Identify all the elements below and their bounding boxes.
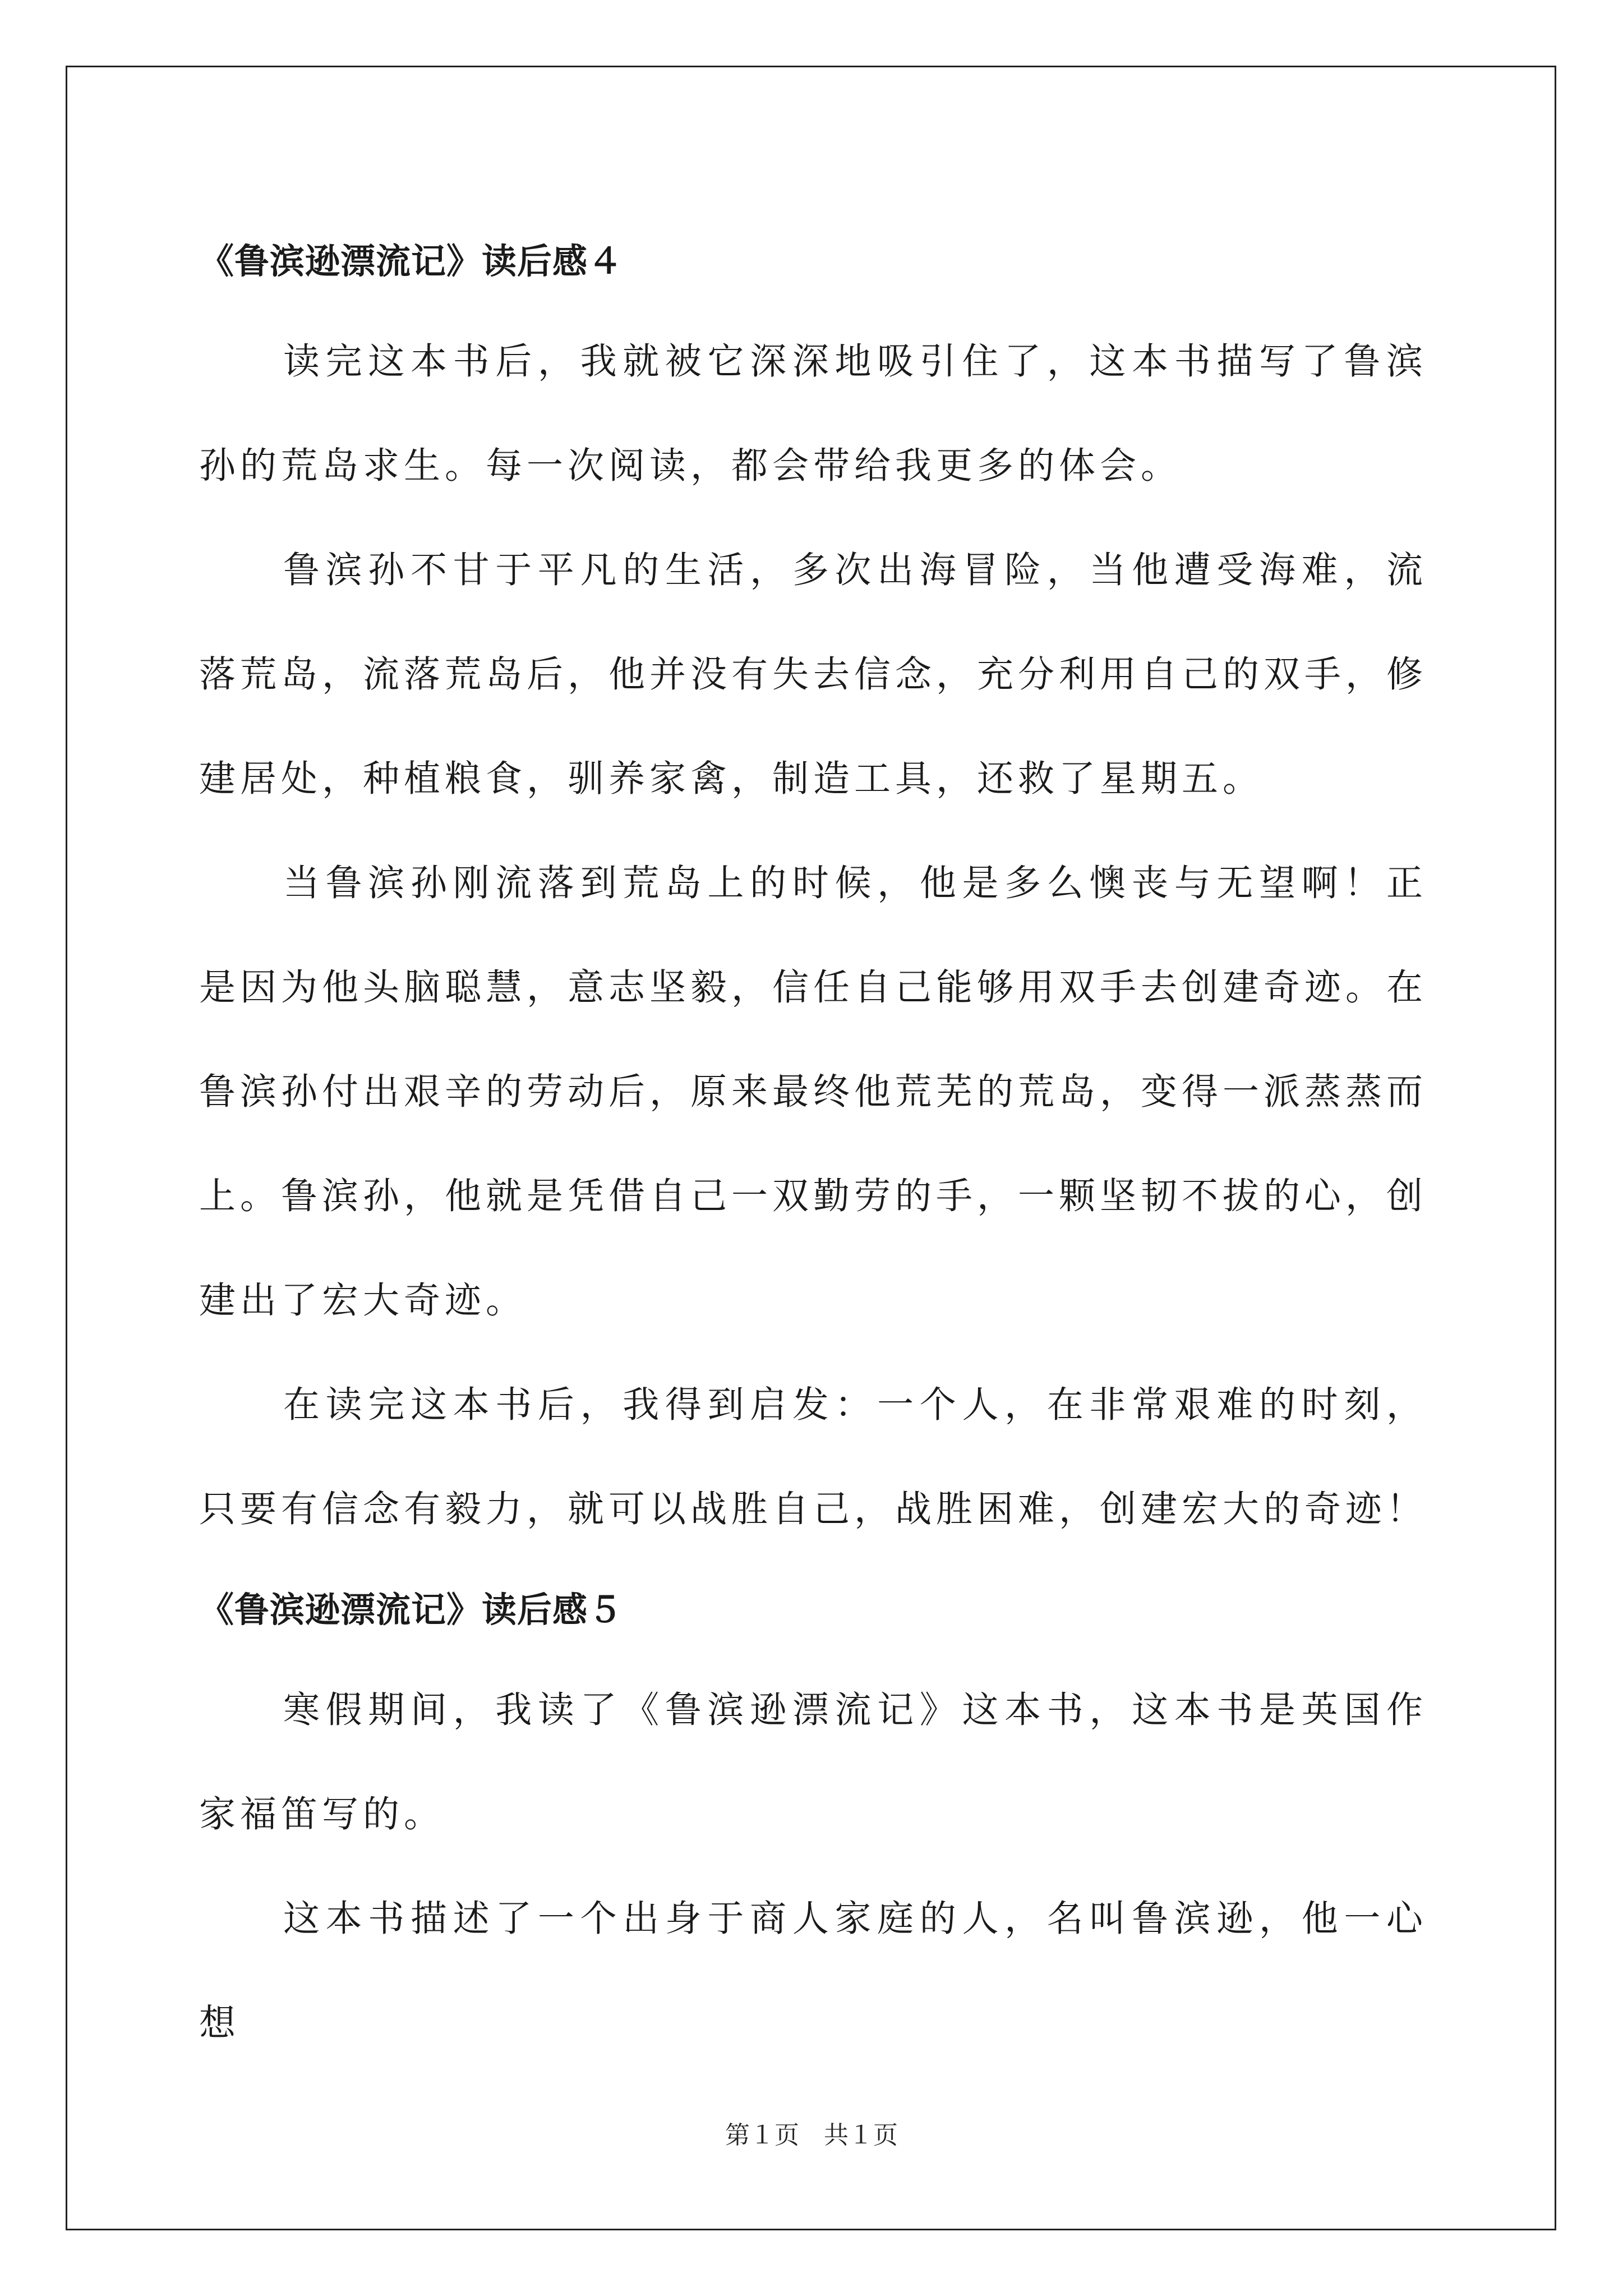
section-heading: 《鲁滨逊漂流记》读后感５ xyxy=(199,1589,624,1630)
paragraph: 这本书描述了一个出身于商人家庭的人，名叫鲁滨逊，他一心想 xyxy=(199,1898,1427,2044)
document-body xyxy=(199,213,1427,2076)
paragraph: 寒假期间，我读了《鲁滨逊漂流记》这本书，这本书是英国作家福笛写的。 xyxy=(199,1689,1427,1835)
page-footer: 第１页 共１页 xyxy=(725,2121,898,2150)
paragraph: 当鲁滨孙刚流落到荒岛上的时候，他是多么懊丧与无望啊！正是因为他头脑聪慧，意志坚毅，信任自己能够用双手去创建奇迹。在鲁滨孙付出艰辛的劳动后，原来最终他荒芜的荒岛，变得一派蒸蒸而上。鲁滨孙，他就是凭借自己一双勤劳的手，一颗坚韧不拔的心，创建出了宏大奇迹。 xyxy=(199,862,1428,1322)
paragraph: 鲁滨孙不甘于平凡的生活，多次出海冒险，当他遭受海难，流落荒岛，流落荒岛后，他并没有失去信念，充分利用自己的双手，修建居处，种植粮食，驯养家禽，制造工具，还救了星期五。 xyxy=(199,549,1428,800)
paragraph: 在读完这本书后，我得到启发：一个人，在非常艰难的时刻，只要有信念有毅力，就可以战胜自己，战胜困难，创建宏大的奇迹！ xyxy=(199,1384,1428,1530)
paragraph: 读完这本书后，我就被它深深地吸引住了，这本书描写了鲁滨孙的荒岛求生。每一次阅读，都会带给我更多的体会。 xyxy=(199,341,1427,487)
section-heading: 《鲁滨逊漂流记》读后感４ xyxy=(199,241,624,282)
